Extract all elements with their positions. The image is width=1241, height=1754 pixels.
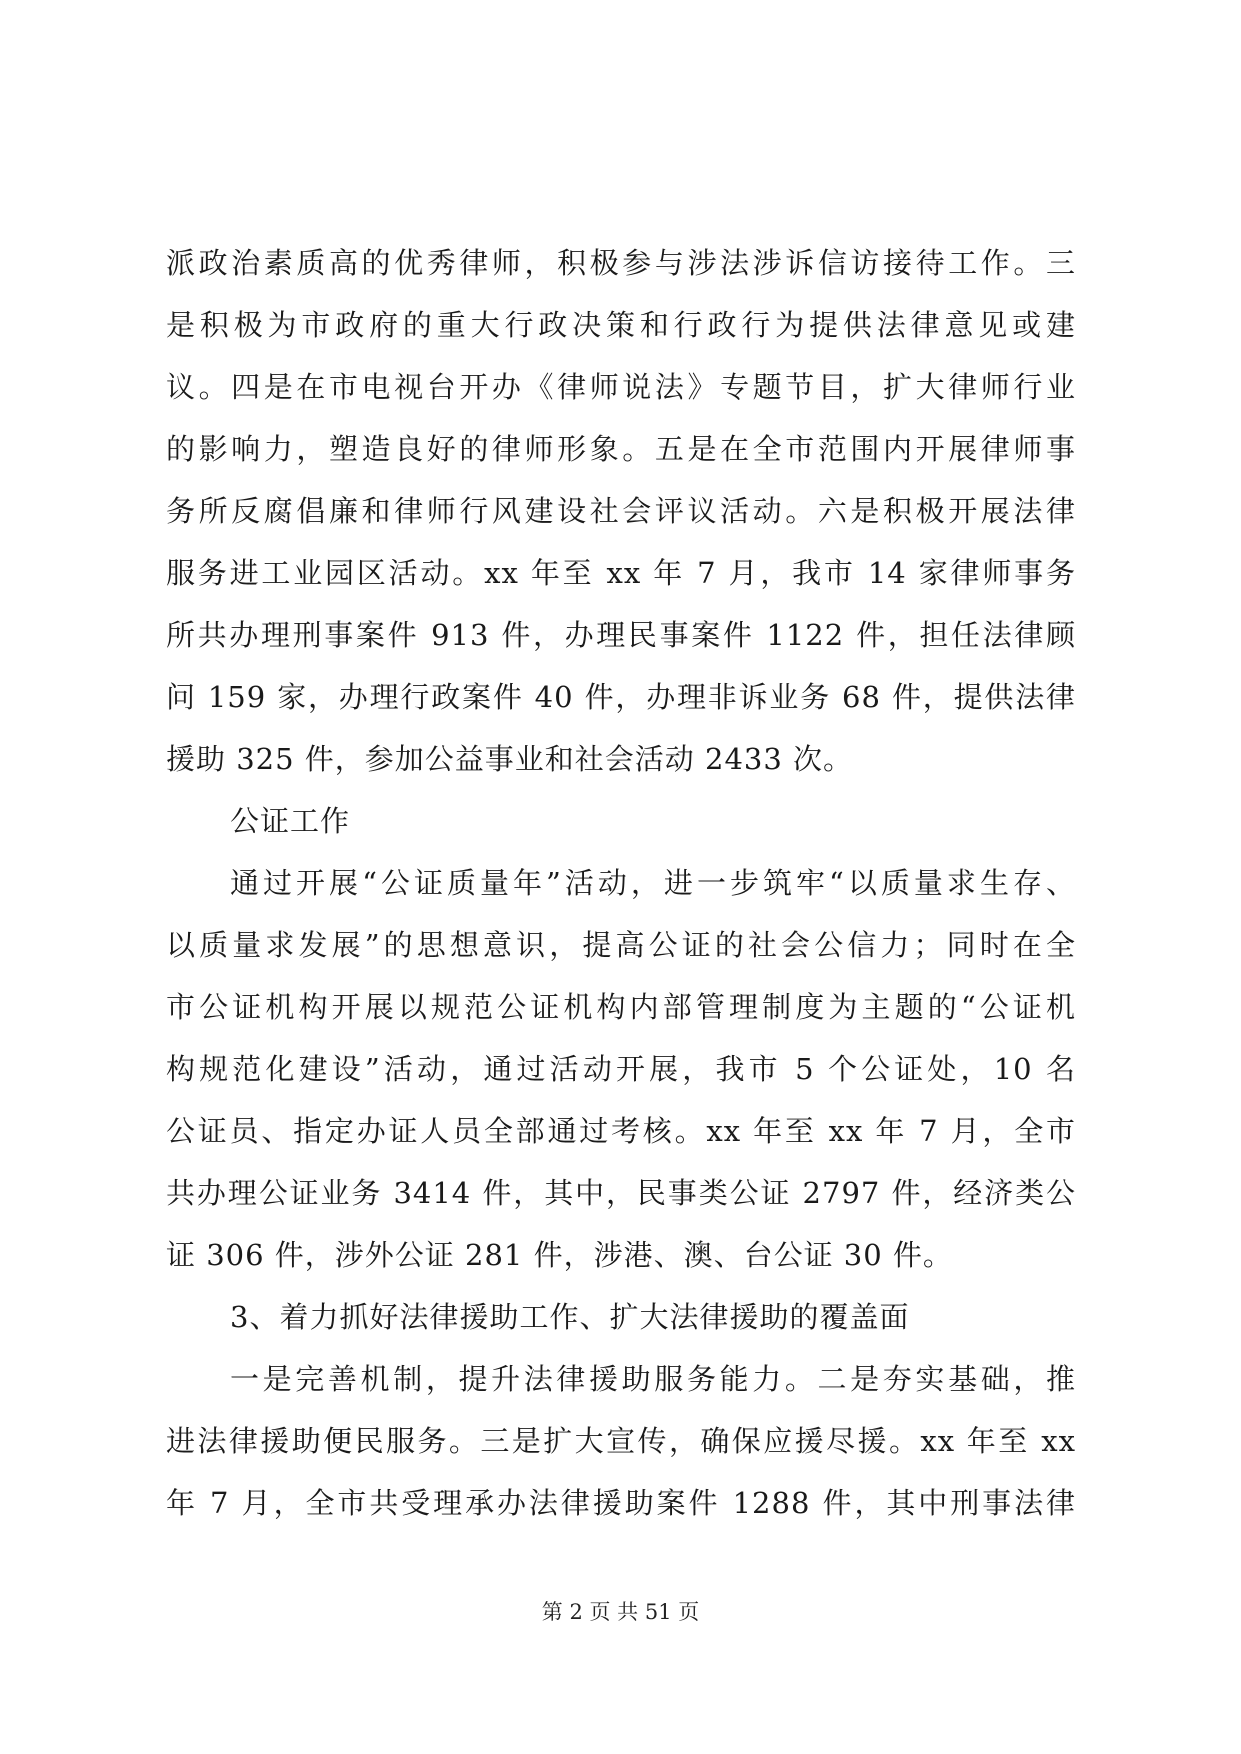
text-line: 的影响力，塑造良好的律师形象。五是在全市范围内开展律师事 [166,432,1076,466]
text-line: 公证员、指定办证人员全部通过考核。xx 年至 xx 年 7 月，全市 [166,1114,1076,1148]
text-line: 所共办理刑事案件 913 件，办理民事案件 1122 件，担任法律顾 [166,618,1076,652]
paragraph-lawyer-work [166,232,1076,790]
text-line: 服务进工业园区活动。xx 年至 xx 年 7 月，我市 14 家律师事务 [166,556,1076,590]
document-body [166,232,1076,1534]
text-line: 以质量求发展”的思想意识，提高公证的社会公信力；同时在全 [166,928,1076,962]
text-line: 共办理公证业务 3414 件，其中，民事类公证 2797 件，经济类公 [166,1176,1076,1210]
text-line: 议。四是在市电视台开办《律师说法》专题节目，扩大律师行业 [166,370,1076,404]
text-line: 证 306 件，涉外公证 281 件，涉港、澳、台公证 30 件。 [166,1238,953,1272]
text-line: 年 7 月，全市共受理承办法律援助案件 1288 件，其中刑事法律 [166,1486,1076,1520]
section-heading-notary: 公证工作 [230,804,351,838]
text-line: 援助 325 件，参加公益事业和社会活动 2433 次。 [166,742,854,776]
page-number-footer: 第 2 页 共 51 页 [541,1600,700,1624]
text-line: 一是完善机制，提升法律援助服务能力。二是夯实基础，推 [230,1362,1076,1396]
section-heading-legal-aid: 3、着力抓好法律援助工作、扩大法律援助的覆盖面 [230,1300,910,1334]
text-line: 务所反腐倡廉和律师行风建设社会评议活动。六是积极开展法律 [166,494,1076,528]
text-line: 进法律援助便民服务。三是扩大宣传，确保应援尽援。xx 年至 xx [166,1424,1076,1458]
paragraph-legal-aid [166,1348,1076,1534]
text-line: 通过开展“公证质量年”活动，进一步筑牢“以质量求生存、 [230,866,1076,900]
text-line: 派政治素质高的优秀律师，积极参与涉法涉诉信访接待工作。三 [166,246,1076,280]
text-line: 是积极为市政府的重大行政决策和行政行为提供法律意见或建 [166,308,1076,342]
text-line: 问 159 家，办理行政案件 40 件，办理非诉业务 68 件，提供法律 [166,680,1076,714]
text-line: 构规范化建设”活动，通过活动开展，我市 5 个公证处，10 名 [166,1052,1076,1086]
paragraph-notary-work [166,852,1076,1286]
text-line: 市公证机构开展以规范公证机构内部管理制度为主题的“公证机 [166,990,1076,1024]
